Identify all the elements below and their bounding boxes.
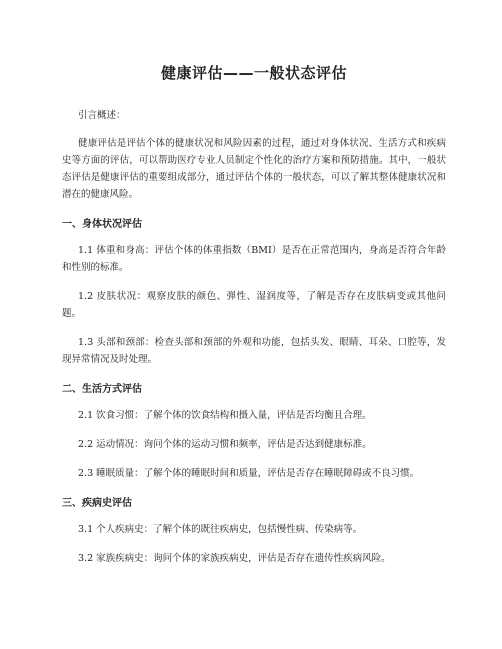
body-item-3-1: 3.1 个人疾病史：了解个体的既往疾病史，包括慢性病、传染病等。 xyxy=(78,524,363,535)
body-item-1-3: 1.3 头部和颈部：检查头部和颈部的外观和功能，包括头发、眼睛、耳朵、口腔等，发现异常情况及时处理。 xyxy=(62,337,446,365)
body-item-2-1: 2.1 饮食习惯：了解个体的饮食结构和摄入量，评估是否均衡且合理。 xyxy=(78,410,372,421)
intro-label: 引言概述： xyxy=(78,110,126,121)
body-item-1-2: 1.2 皮肤状况：观察皮肤的颜色、弹性、湿润度等，了解是否存在皮肤病变或其他问题。 xyxy=(62,291,446,319)
intro-paragraph: 健康评估是评估个体的健康状况和风险因素的过程，通过对身体状况、生活方式和疾病史等方面的评估，可以帮助医疗专业人员制定个性化的治疗方案和预防措施。其中，一般状态评估是健康评估的重要组成部分，通过评估个体的一般状态，可以了解其整体健康状况和潜在的健康风险。 xyxy=(62,138,446,200)
page-title: 健康评估——一般状态评估 xyxy=(160,64,347,82)
body-item-2-3: 2.3 睡眠质量：了解个体的睡眠时间和质量，评估是否存在睡眠障碍或不良习惯。 xyxy=(78,468,420,479)
section-heading-history: 三、疾病史评估 xyxy=(62,498,132,509)
body-item-2-2: 2.2 运动情况：询问个体的运动习惯和频率，评估是否达到健康标准。 xyxy=(78,439,372,450)
section-heading-body: 一、身体状况评估 xyxy=(62,219,142,230)
section-heading-lifestyle: 二、生活方式评估 xyxy=(62,384,142,395)
body-item-3-2: 3.2 家族疾病史：询问个体的家族疾病史，评估是否存在遗传性疾病风险。 xyxy=(78,553,391,564)
body-item-1-1: 1.1 体重和身高：评估个体的体重指数（BMI）是否在正常范围内，身高是否符合年龄和性别的标准。 xyxy=(62,245,446,273)
